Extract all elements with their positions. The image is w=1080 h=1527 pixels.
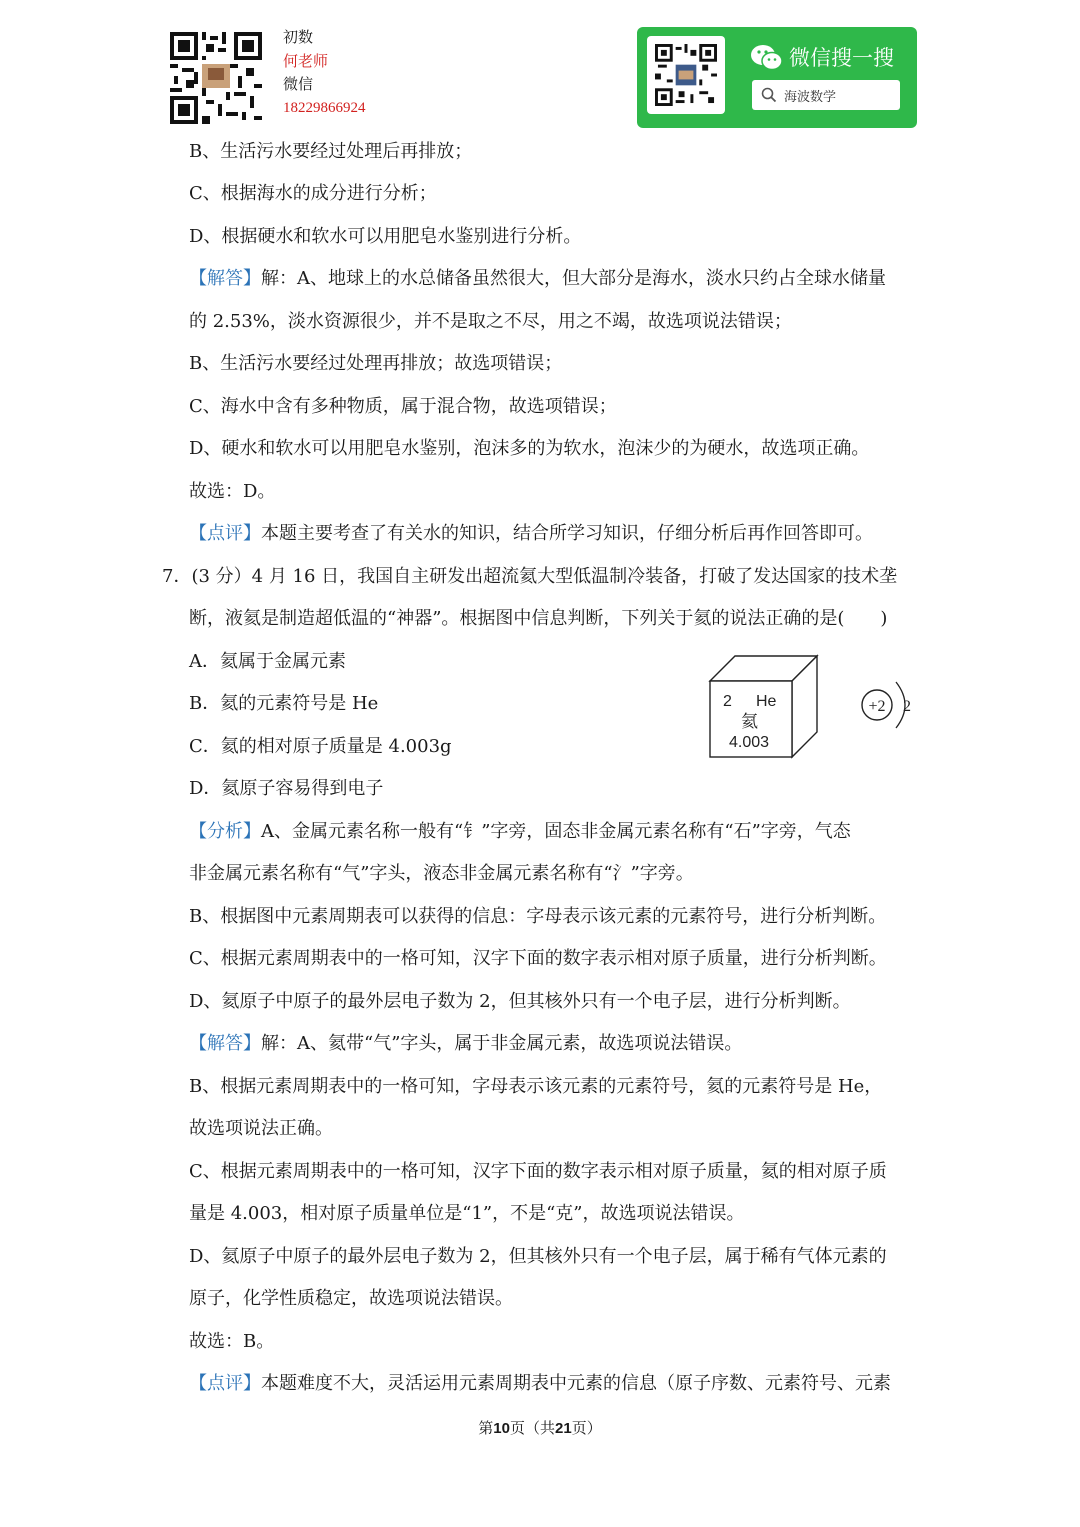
q7-option-b: B．氦的元素符号是 He bbox=[189, 693, 379, 714]
wechat-search-banner bbox=[637, 27, 917, 128]
total-pages: 21 bbox=[555, 1420, 572, 1437]
q6-option-c-analysis: C、根据海水的成分进行分析； bbox=[189, 183, 437, 204]
q7-analysis-line-1 bbox=[189, 820, 851, 844]
wechat-search-title: 微信搜一搜 bbox=[789, 46, 894, 70]
analysis-tag: 【分析】 bbox=[189, 821, 261, 842]
contact-phone: 18229866924 bbox=[283, 99, 366, 116]
q7-answer-c-line-2: 量是 4.003，相对原子质量单位是“1”，不是“克”，故选项说法错误。 bbox=[189, 1203, 745, 1224]
q6-option-d-analysis: D、根据硬水和软水可以用肥皂水鉴别进行分析。 bbox=[189, 226, 582, 247]
q7-option-d: D．氦原子容易得到电子 bbox=[189, 778, 384, 799]
q7-answer-b-line-2: 故选项说法正确。 bbox=[189, 1118, 333, 1139]
q7-choice: 故选：B。 bbox=[189, 1331, 275, 1352]
wechat-qr-code bbox=[647, 36, 725, 114]
q7-option-c: C．氦的相对原子质量是 4.003g bbox=[189, 736, 452, 757]
review-tag: 【点评】 bbox=[189, 1373, 261, 1394]
q7-answer-d-line-1: D、氦原子中原子的最外层电子数为 2，但其核外只有一个电子层，属于稀有气体元素的 bbox=[189, 1246, 887, 1267]
q6-choice: 故选：D。 bbox=[189, 481, 276, 502]
q7-answer-c-line-1: C、根据元素周期表中的一格可知，汉字下面的数字表示相对原子质量，氦的相对原子质 bbox=[189, 1161, 887, 1182]
helium-element-cell bbox=[707, 654, 822, 762]
q7-analysis-d: D、氦原子中原子的最外层电子数为 2，但其核外只有一个电子层，进行分析判断。 bbox=[189, 991, 851, 1012]
footer-mid: 页（共 bbox=[509, 1419, 555, 1437]
q7-analysis-c: C、根据元素周期表中的一格可知，汉字下面的数字表示相对原子质量，进行分析判断。 bbox=[189, 948, 887, 969]
element-symbol: He bbox=[756, 693, 777, 710]
contact-name: 何老师 bbox=[283, 51, 329, 70]
nucleus-charge: +2 bbox=[868, 698, 886, 715]
contact-subject: 初数 bbox=[283, 28, 314, 46]
atomic-mass: 4.003 bbox=[729, 734, 770, 751]
q7-answer-d-line-2: 原子，化学性质稳定，故选项说法错误。 bbox=[189, 1288, 513, 1309]
q6-answer-line-1 bbox=[189, 267, 886, 291]
footer-prefix: 第 bbox=[478, 1419, 494, 1437]
q7-option-a: A．氦属于金属元素 bbox=[189, 651, 346, 672]
q7-analysis-line-2: 非金属元素名称有“气”字头，液态非金属元素名称有“氵”字旁。 bbox=[189, 863, 694, 884]
contact-label: 微信 bbox=[283, 75, 314, 93]
q6-review-text: 本题主要考查了有关水的知识，结合所学习知识，仔细分析后再作回答即可。 bbox=[261, 523, 873, 544]
wechat-search-box[interactable] bbox=[752, 80, 900, 110]
q7-answer-a-text: 解：A、氦带“气”字头，属于非金属元素，故选项说法错误。 bbox=[261, 1033, 743, 1054]
element-name: 氦 bbox=[741, 712, 758, 732]
atomic-number: 2 bbox=[723, 693, 732, 710]
q6-option-b-analysis: B、生活污水要经过处理后再排放； bbox=[189, 141, 473, 162]
answer-tag: 【解答】 bbox=[189, 1033, 261, 1054]
helium-atom-structure bbox=[858, 676, 918, 736]
q7-stem-line-2: 断，液氦是制造超低温的“神器”。根据图中信息判断，下列关于氦的说法正确的是( ) bbox=[189, 608, 888, 629]
wechat-search-query: 海波数学 bbox=[784, 90, 837, 105]
page-footer bbox=[0, 1417, 1080, 1438]
wechat-logo-icon bbox=[750, 43, 784, 73]
shell-electrons: 2 bbox=[903, 698, 911, 715]
q7-answer-a bbox=[189, 1032, 742, 1056]
review-tag: 【点评】 bbox=[189, 523, 261, 544]
q6-answer-text: 解：A、地球上的水总储备虽然很大，但大部分是海水，淡水只约占全球水储量 bbox=[261, 268, 886, 289]
search-icon bbox=[761, 87, 777, 103]
q6-answer-d: D、硬水和软水可以用肥皂水鉴别，泡沫多的为软水，泡沫少的为硬水，故选项正确。 bbox=[189, 438, 870, 459]
q6-answer-b: B、生活污水要经过处理再排放；故选项错误； bbox=[189, 353, 563, 374]
teacher-contact bbox=[283, 26, 366, 120]
answer-tag: 【解答】 bbox=[189, 268, 261, 289]
q6-answer-line-2: 的 2.53%，淡水资源很少，并不是取之不尽，用之不竭，故选项说法错误； bbox=[189, 311, 792, 332]
q7-review-text: 本题难度不大，灵活运用元素周期表中元素的信息（原子序数、元素符号、元素 bbox=[261, 1373, 891, 1394]
q6-review bbox=[189, 522, 873, 546]
page-number: 10 bbox=[493, 1420, 510, 1437]
q7-analysis-b: B、根据图中元素周期表可以获得的信息：字母表示该元素的元素符号，进行分析判断。 bbox=[189, 906, 887, 927]
q6-answer-c: C、海水中含有多种物质，属于混合物，故选项错误； bbox=[189, 396, 617, 417]
q7-stem-line-1: 7．(3 分）4 月 16 日，我国自主研发出超流氦大型低温制冷装备，打破了发达国家的技术垄 bbox=[162, 566, 898, 587]
q7-answer-b-line-1: B、根据元素周期表中的一格可知，字母表示该元素的元素符号，氦的元素符号是 He， bbox=[189, 1076, 883, 1097]
q7-analysis-text: A、金属元素名称一般有“钅”字旁，固态非金属元素名称有“石”字旁，气态 bbox=[261, 821, 851, 842]
teacher-qr-code bbox=[170, 32, 262, 124]
footer-suffix: 页） bbox=[571, 1419, 602, 1437]
q7-review bbox=[189, 1372, 891, 1396]
